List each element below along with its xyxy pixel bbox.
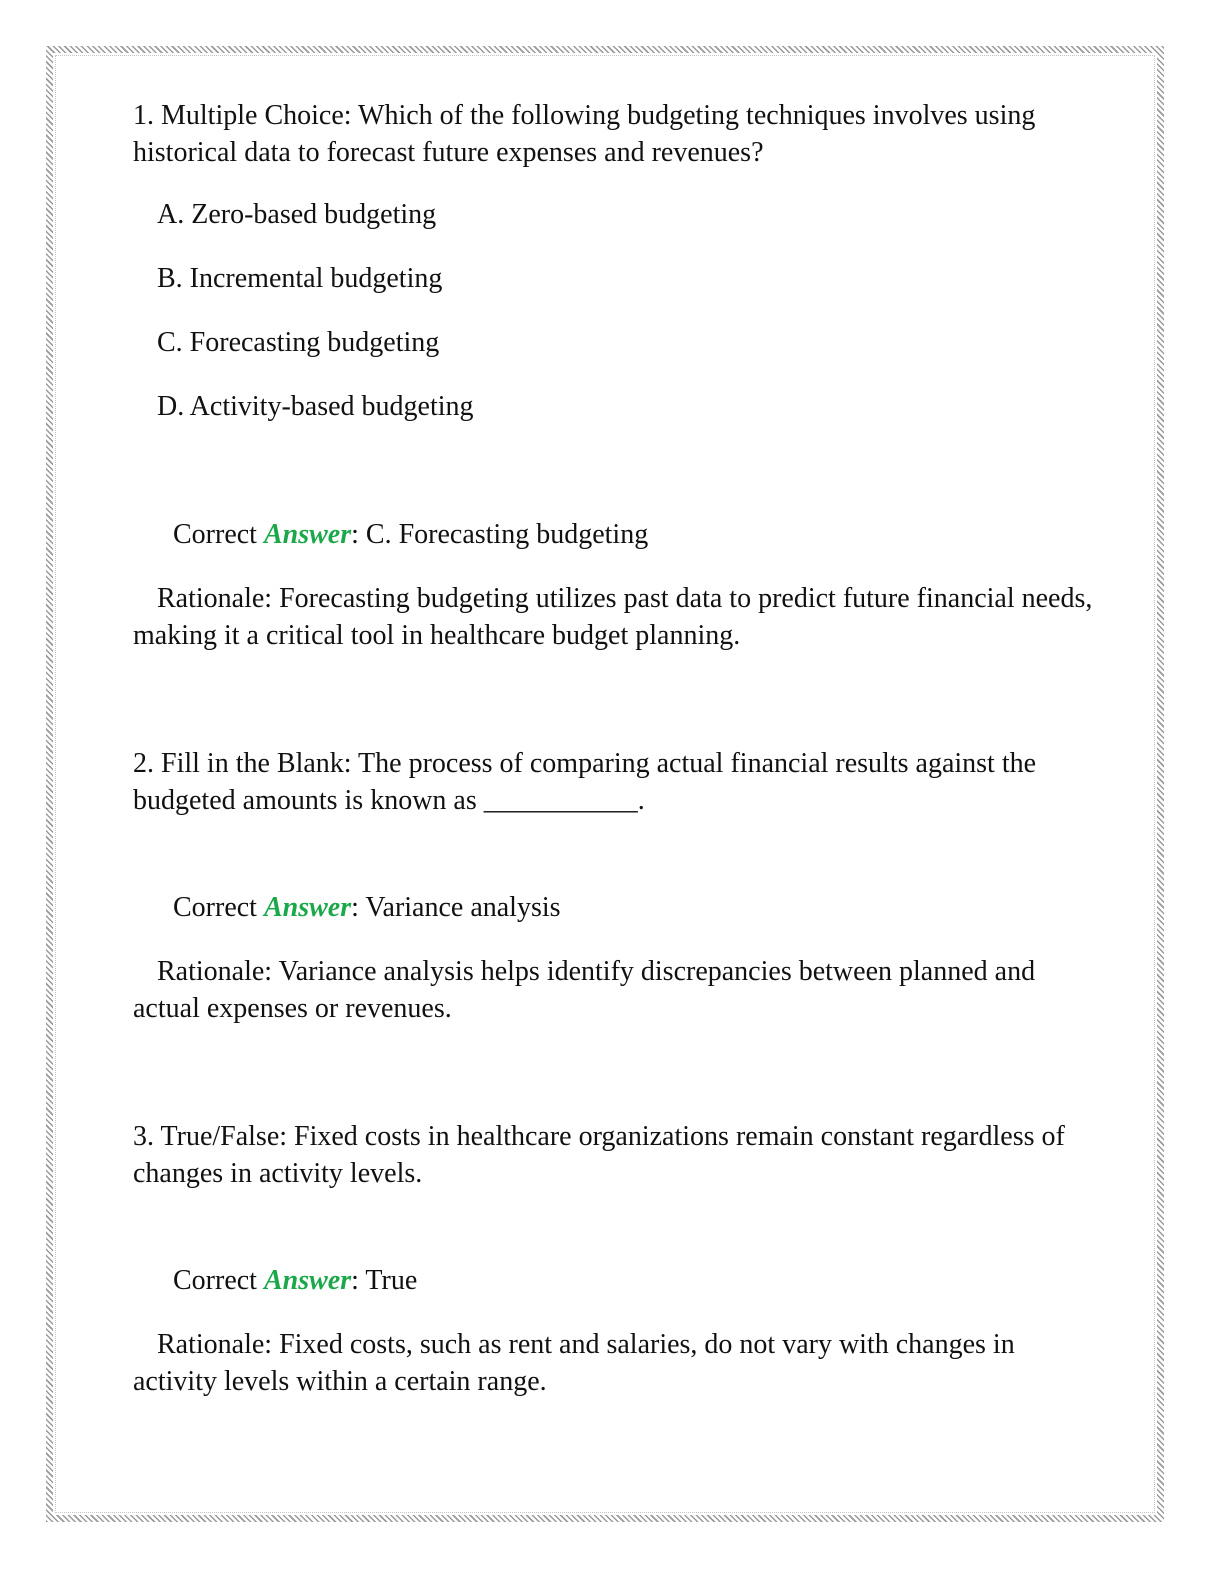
correct-answer-1 (133, 516, 1093, 553)
question-3-block (133, 1118, 1093, 1400)
option-c: C. Forecasting budgeting (157, 327, 440, 358)
question-2-block (133, 745, 1093, 1027)
option-d: D. Activity-based budgeting (157, 391, 474, 422)
rationale-text: Rationale: Fixed costs, such as rent and salaries, do not vary with changes in activity levels within a certain range. (133, 1329, 1015, 1397)
question-1-options (133, 196, 1093, 425)
correct-answer-2 (133, 889, 1093, 926)
correct-value: : True (351, 1265, 418, 1296)
document-content (133, 97, 1093, 1400)
option-a: A. Zero-based budgeting (157, 199, 437, 230)
question-2-prompt: 2. Fill in the Blank: The process of comparing actual financial results against the budgeted amounts is known as ___________. (133, 748, 1037, 816)
rationale-text: Rationale: Forecasting budgeting utilizes past data to predict future financial needs, making it a critical tool in healthcare budget planning. (133, 583, 1093, 651)
option-b: B. Incremental budgeting (157, 263, 443, 294)
answer-label: Answer (263, 519, 352, 550)
question-1-prompt: 1. Multiple Choice: Which of the following budgeting techniques involves using historical data to forecast future expenses and revenues? (133, 100, 1036, 168)
correct-prefix: Correct (173, 519, 264, 550)
answer-label: Answer (263, 892, 352, 923)
correct-prefix: Correct (173, 1265, 264, 1296)
rationale-2 (133, 953, 1093, 1027)
rationale-3 (133, 1326, 1093, 1400)
question-1-block (133, 97, 1093, 654)
correct-answer-3 (133, 1262, 1093, 1299)
rationale-text: Rationale: Variance analysis helps identify discrepancies between planned and actual expenses or revenues. (133, 956, 1036, 1024)
correct-value: : C. Forecasting budgeting (351, 519, 649, 550)
question-3-prompt: 3. True/False: Fixed costs in healthcare organizations remain constant regardless of changes in activity levels. (133, 1121, 1065, 1189)
rationale-1 (133, 580, 1093, 654)
correct-value: : Variance analysis (351, 892, 561, 923)
correct-prefix: Correct (173, 892, 264, 923)
answer-label: Answer (263, 1265, 352, 1296)
